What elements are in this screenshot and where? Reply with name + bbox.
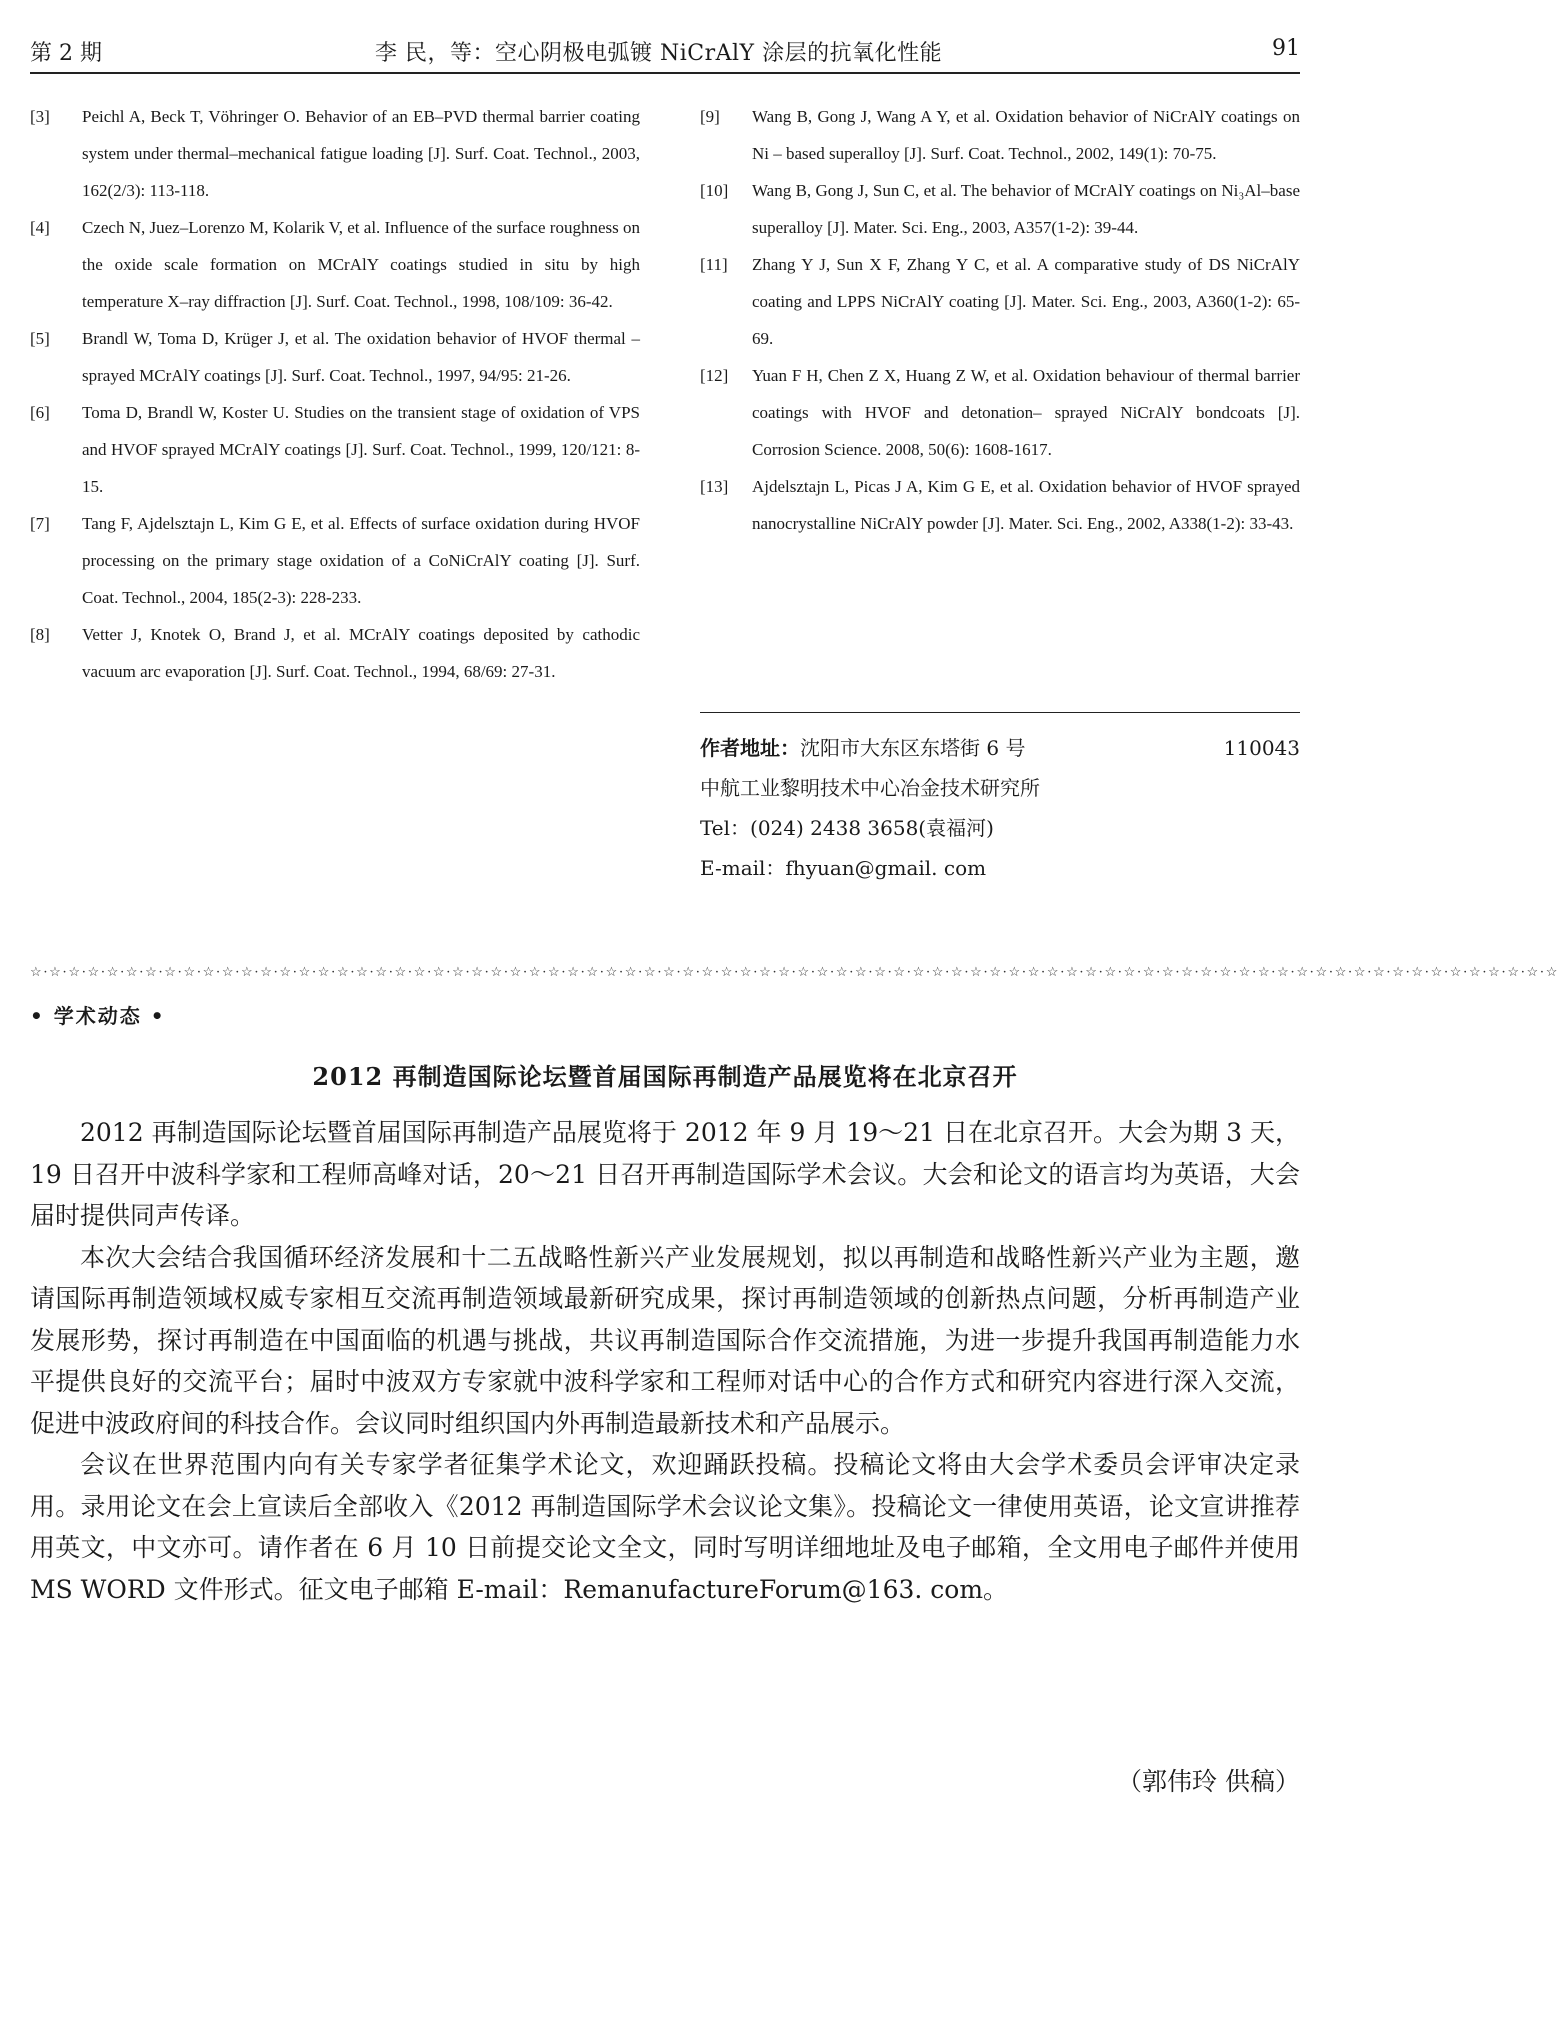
reference-number: [6] (30, 403, 50, 422)
reference-item (700, 468, 1300, 542)
reference-text: Brandl W, Toma D, Krüger J, et al. The oxidation behavior of HVOF thermal – sprayed MCrAlY coatings [J]. Surf. Coat. Technol., 1997, 94/95: 21-26. (82, 329, 640, 385)
reference-item (30, 505, 640, 616)
reference-item (30, 320, 640, 394)
reference-text: Yuan F H, Chen Z X, Huang Z W, et al. Oxidation behaviour of thermal barrier coatings with HVOF and detonation– sprayed NiCrAlY bondcoats [J]. Corrosion Science. 2008, 50(6): 1608-1617. (752, 366, 1300, 459)
reference-text: Ajdelsztajn L, Picas J A, Kim G E, et al. Oxidation behavior of HVOF sprayed nanocrystalline NiCrAlY powder [J]. Mater. Sci. Eng., 2002, A338(1-2): 33-43. (752, 477, 1300, 533)
author-address-block (700, 728, 1300, 888)
news-paragraph: 本次大会结合我国循环经济发展和十二五战略性新兴产业发展规划，拟以再制造和战略性新兴产业为主题，邀请国际再制造领域权威专家相互交流再制造领域最新研究成果，探讨再制造领域的创新热点问题，分析再制造产业发展形势，探讨再制造在中国面临的机遇与挑战，共议再制造国际合作交流措施，为进一步提升我国再制造能力水平提供良好的交流平台；届时中波双方专家就中波科学家和工程师对话中心的合作方式和研究内容进行深入交流，促进中波政府间的科技合作。会议同时组织国内外再制造最新技术和产品展示。 (30, 1242, 1300, 1438)
reference-item (30, 98, 640, 209)
telephone: Tel：(024) 2438 3658(袁福河) (700, 816, 994, 840)
reference-number: [12] (700, 366, 729, 385)
reference-item (30, 209, 640, 320)
section-label: • 学术动态 • (30, 1004, 166, 1028)
reference-number: [3] (30, 107, 50, 126)
reference-item (700, 357, 1300, 468)
reference-number: [8] (30, 625, 50, 644)
page-number: 91 (1272, 36, 1300, 61)
references-right-column (700, 98, 1300, 542)
street-address: 沈阳市大东区东塔街 6 号 (800, 736, 1026, 760)
news-paragraph: 2012 再制造国际论坛暨首届国际再制造产品展览将于 2012 年 9 月 19～21 日在北京召开。大会为期 3 天，19 日召开中波科学家和工程师高峰对话，20～21 日召开再制造国际学术会议。大会和论文的语言均为英语，大会届时提供同声传译。 (30, 1118, 1300, 1230)
news-title: 2012 再制造国际论坛暨首届国际再制造产品展览将在北京召开 (312, 1062, 1018, 1091)
reference-number: [11] (700, 255, 728, 274)
reference-text: Vetter J, Knotek O, Brand J, et al. MCrAlY coatings deposited by cathodic vacuum arc evaporation [J]. Surf. Coat. Technol., 1994, 68/69: 27-31. (82, 625, 640, 681)
institution: 中航工业黎明技术中心冶金技术研究所 (700, 776, 1040, 800)
reference-number: [9] (700, 107, 720, 126)
email: E-mail：fhyuan@gmail. com (700, 856, 987, 880)
reference-text: Wang B, Gong J, Sun C, et al. The behavior of MCrAlY coatings on Ni₃Al–base superalloy [J]. Mater. Sci. Eng., 2003, A357(1-2): 39-44. (752, 181, 1300, 237)
news-body (30, 1112, 1300, 1610)
reference-number: [5] (30, 329, 50, 348)
news-credit: （郭伟玲 供稿） (1117, 1767, 1300, 1796)
reference-item (700, 172, 1300, 246)
references-left-column (30, 98, 640, 690)
news-paragraph: 会议在世界范围内向有关专家学者征集学术论文，欢迎踊跃投稿。投稿论文将由大会学术委员会评审决定录用。录用论文在会上宣读后全部收入《2012 再制造国际学术会议论文集》。投稿论文一律使用英语，论文宣讲推荐用英文，中文亦可。请作者在 6 月 10 日前提交论文全文，同时写明详细地址及电子邮箱，全文用电子邮件并使用 MS WORD 文件形式。征文电子邮箱 E-mail：RemanufactureForum@163. com。 (30, 1450, 1300, 1604)
postal-code: 110043 (1223, 736, 1300, 760)
reference-number: [13] (700, 477, 729, 496)
reference-number: [10] (700, 181, 729, 200)
address-label: 作者地址： (700, 736, 800, 760)
reference-text: Zhang Y J, Sun X F, Zhang Y C, et al. A comparative study of DS NiCrAlY coating and LPPS NiCrAlY coating [J]. Mater. Sci. Eng., 2003, A360(1-2): 65-69. (752, 255, 1300, 348)
reference-text: Tang F, Ajdelsztajn L, Kim G E, et al. Effects of surface oxidation during HVOF processing on the primary stage oxidation of a CoNiCrAlY coating [J]. Surf. Coat. Technol., 2004, 185(2-3): 228-233. (82, 514, 640, 607)
reference-item (30, 616, 640, 690)
issue-number: 第 2 期 (30, 41, 102, 66)
reference-text: Toma D, Brandl W, Koster U. Studies on the transient stage of oxidation of VPS and HVOF sprayed MCrAlY coatings [J]. Surf. Coat. Technol., 1999, 120/121: 8-15. (82, 403, 640, 496)
reference-number: [4] (30, 218, 50, 237)
reference-text: Wang B, Gong J, Wang A Y, et al. Oxidation behavior of NiCrAlY coatings on Ni – based superalloy [J]. Surf. Coat. Technol., 2002, 149(1): 70-75. (752, 107, 1300, 163)
reference-number: [7] (30, 514, 50, 533)
reference-text: Czech N, Juez–Lorenzo M, Kolarik V, et al. Influence of the surface roughness on the oxide scale formation on MCrAlY coatings studied in situ by high temperature X–ray diffraction [J]. Surf. Coat. Technol., 1998, 108/109: 36-42. (82, 218, 640, 311)
star-divider: ☆·☆·☆·☆·☆·☆·☆·☆·☆·☆·☆·☆·☆·☆·☆·☆·☆·☆·☆·☆·☆·☆·☆·☆·☆·☆·☆·☆·☆·☆·☆·☆·☆·☆·☆·☆·☆·☆·☆·☆·☆·☆·☆·☆·☆·☆·☆·☆·☆·☆·☆·☆·☆·☆·☆·☆·☆·☆·☆·☆·☆·☆·☆·☆·☆·☆·☆·☆·☆·☆·☆·☆·☆·☆·☆·☆·☆·☆·☆·☆ (30, 965, 1559, 980)
running-header (30, 30, 1300, 70)
reference-item (700, 246, 1300, 357)
running-title: 李 民，等：空心阴极电弧镀 NiCrAlY 涂层的抗氧化性能 (375, 41, 943, 66)
reference-item (30, 394, 640, 505)
reference-text: Peichl A, Beck T, Vöhringer O. Behavior of an EB–PVD thermal barrier coating system under thermal–mechanical fatigue loading [J]. Surf. Coat. Technol., 2003, 162(2/3): 113-118. (82, 107, 640, 200)
header-rule (30, 72, 1300, 74)
address-divider (700, 712, 1300, 713)
reference-item (700, 98, 1300, 172)
